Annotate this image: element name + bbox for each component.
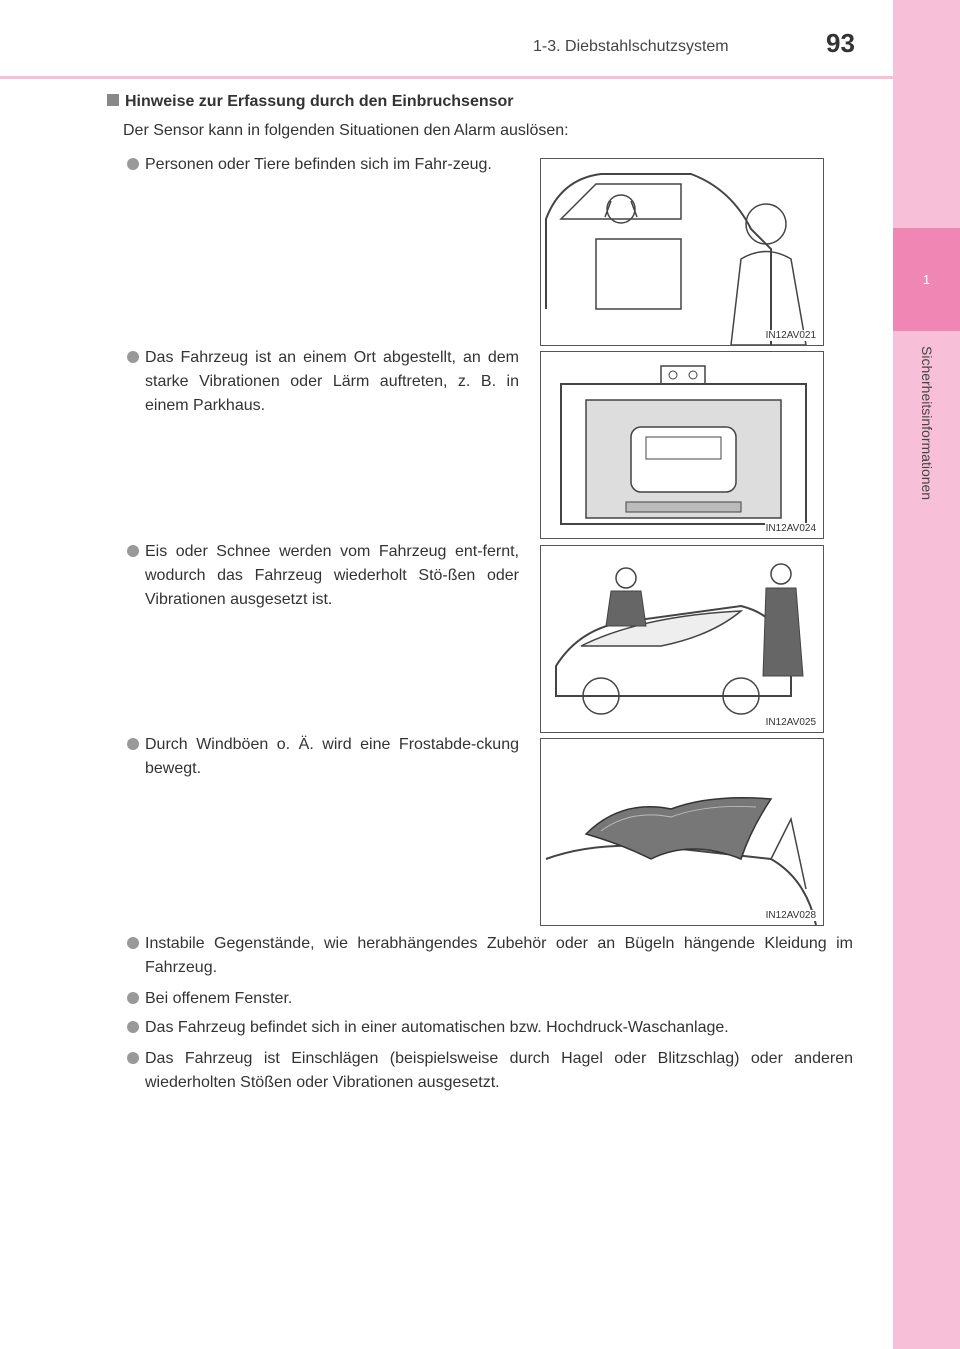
list-item-text: Eis oder Schnee werden vom Fahrzeug ent-fernt, wodurch das Fahrzeug wiederholt Stö-ßen oder Vibrationen ausgesetzt ist. — [145, 543, 519, 608]
figure-code: IN12AV024 — [765, 523, 816, 534]
snow-removal-illustration — [541, 546, 823, 732]
bullet-icon — [127, 937, 139, 949]
bullet-icon — [127, 351, 139, 363]
chapter-side-tab — [893, 0, 960, 1349]
list-item — [127, 987, 853, 1011]
figure-frost-cover-on-windshield — [540, 738, 824, 926]
figure-code: IN12AV028 — [765, 910, 816, 921]
chapter-title: Sicherheitsinformationen — [919, 346, 935, 501]
list-item-text: Das Fahrzeug ist an einem Ort abgestellt, an dem starke Vibrationen oder Lärm auftreten, z. B. in einem Parkhaus. — [145, 349, 519, 414]
list-item-text: Instabile Gegenstände, wie herabhängendes Zubehör oder an Bügeln hängende Kleidung im Fahrzeug. — [145, 935, 853, 976]
list-item — [127, 540, 519, 612]
section-heading-text: Hinweise zur Erfassung durch den Einbruchsensor — [125, 93, 514, 110]
header-divider — [0, 76, 893, 79]
list-item-text: Personen oder Tiere befinden sich im Fahr-zeug. — [145, 156, 492, 173]
bullet-icon — [127, 545, 139, 557]
bullet-icon — [127, 1052, 139, 1064]
car-dog-illustration — [541, 159, 823, 345]
list-item — [127, 1047, 853, 1095]
list-item — [127, 346, 519, 418]
list-item — [127, 153, 519, 177]
bullet-icon — [127, 992, 139, 1004]
parking-garage-illustration — [541, 352, 823, 538]
intro-text: Der Sensor kann in folgenden Situationen den Alarm auslösen: — [123, 122, 569, 139]
list-item — [127, 1016, 853, 1040]
bullet-icon — [127, 1021, 139, 1033]
section-heading — [107, 93, 514, 111]
figure-code: IN12AV021 — [765, 330, 816, 341]
bullet-icon — [127, 158, 139, 170]
figure-removing-snow-from-car — [540, 545, 824, 733]
chapter-number-box — [893, 228, 960, 331]
list-item-text: Das Fahrzeug befindet sich in einer automatischen bzw. Hochdruck-Waschanlage. — [145, 1019, 729, 1036]
list-item — [127, 932, 853, 980]
frost-cover-illustration — [541, 739, 823, 925]
section-title: 1-3. Diebstahlschutzsystem — [533, 38, 729, 55]
list-item-text: Durch Windböen o. Ä. wird eine Frostabde-ckung bewegt. — [145, 736, 519, 777]
figure-car-in-parking-garage — [540, 351, 824, 539]
figure-code: IN12AV025 — [765, 717, 816, 728]
square-bullet-icon — [107, 94, 119, 106]
chapter-number: 1 — [922, 272, 931, 287]
list-item-text: Das Fahrzeug ist Einschlägen (beispielsweise durch Hagel oder Blitzschlag) oder anderen wiederholten Stößen oder Vibrationen ausgesetzt. — [145, 1050, 853, 1091]
bullet-icon — [127, 738, 139, 750]
page-number: 93 — [826, 28, 855, 58]
list-item-text: Bei offenem Fenster. — [145, 990, 293, 1007]
list-item — [127, 733, 519, 781]
figure-person-and-dog-in-car — [540, 158, 824, 346]
